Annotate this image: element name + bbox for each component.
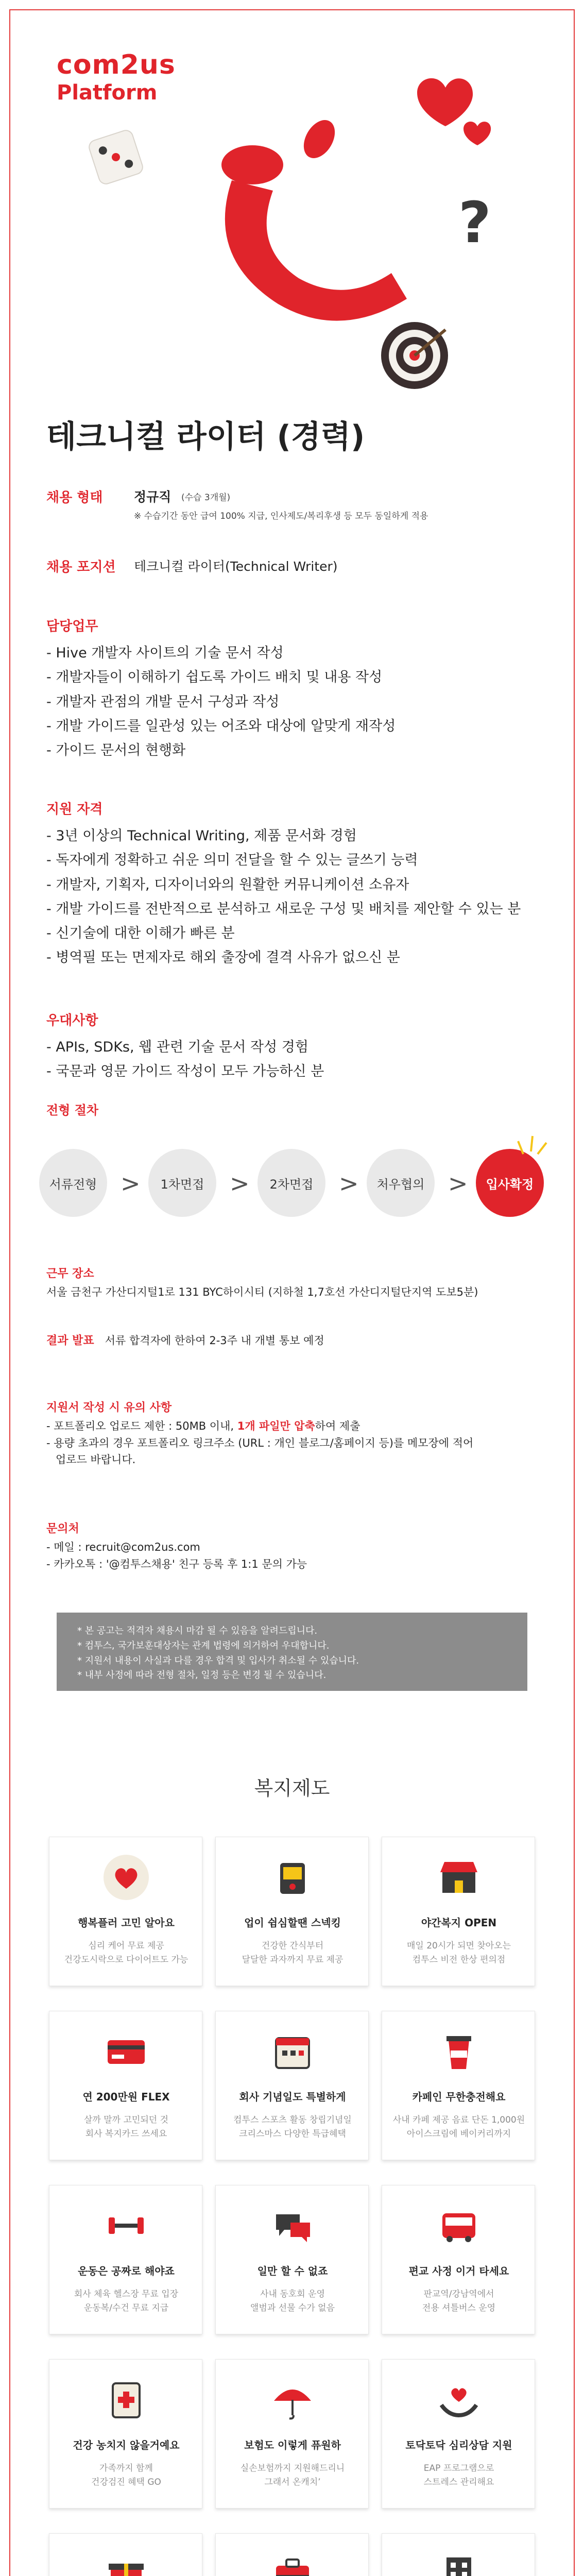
benefit-card (49, 2185, 202, 2334)
hands-heart-icon (433, 2374, 485, 2426)
job-title: 테크니컬 라이터 (경력) (46, 419, 365, 455)
chevron-right-icon: > (448, 1170, 468, 1197)
benefit-description: 판교역/강남역에서 전용 셔틀버스 운영 (422, 2289, 496, 2314)
umbrella-icon (267, 2374, 318, 2426)
process-step-final: 입사확정 (476, 1149, 544, 1217)
coffee-icon (433, 2026, 485, 2077)
benefit-description: 컴투스 스포츠 활동 창립기념일 크리스마스 다양한 특급혜택 (233, 2115, 352, 2140)
process-step: 1차면접 (148, 1149, 216, 1217)
benefit-description: EAP 프로그램으로 스트레스 관리해요 (423, 2463, 494, 2488)
benefit-card (215, 2011, 369, 2160)
welfare-heading: 복지제도 (254, 1777, 330, 1800)
notes-section (46, 1399, 541, 1468)
target-icon (381, 322, 448, 389)
benefit-card (382, 1837, 535, 1986)
list-item: - 신기술에 대한 이해가 빠른 분 (46, 921, 541, 945)
employment-type-sub: ※ 수습기간 동안 급여 100% 지급, 인사제도/복리후생 등 모두 동일하게 적용 (134, 511, 428, 521)
benefit-card (215, 2533, 369, 2576)
list-item: - 개발자, 기획자, 디자이너와의 원활한 커뮤니케이션 소유자 (46, 873, 541, 897)
list-item: - 독자에게 정확하고 쉬운 의미 전달을 할 수 있는 글쓰기 능력 (46, 848, 541, 872)
benefit-card (382, 2533, 535, 2576)
notice-line: * 본 공고는 적격자 채용시 마감 될 수 있음을 알려드립니다. (77, 1625, 318, 1636)
list-item: - 개발 가이드를 일관성 있는 어조와 대상에 알맞게 재작성 (46, 714, 541, 738)
notes-label: 지원서 작성 시 유의 사항 (46, 1401, 172, 1414)
process-step: 서류전형 (39, 1149, 107, 1217)
benefit-card (382, 2359, 535, 2509)
heart-badge-icon (100, 1852, 152, 1903)
location-label: 근무 장소 (46, 1267, 94, 1280)
list-item: - 개발자들이 이해하기 쉽도록 가이드 배치 및 내용 작성 (46, 665, 541, 689)
inquiry-section (46, 1520, 541, 1572)
benefit-title: 행복플러 고민 알아요 (78, 1917, 175, 1929)
benefit-title: 운동은 공짜로 해야죠 (78, 2265, 175, 2277)
heart-icon (417, 78, 473, 126)
benefit-card (215, 1837, 369, 1986)
duties-label: 담당업무 (46, 619, 98, 634)
chevron-right-icon: > (339, 1170, 359, 1197)
benefit-card (49, 1837, 202, 1986)
benefit-title: 편교 사정 이거 타세요 (408, 2265, 509, 2277)
result-label: 결과 발표 (46, 1334, 94, 1347)
benefit-card (382, 2185, 535, 2334)
location-value: 서울 금천구 가산디지털1로 131 BYC하이시티 (지하철 1,7호선 가산디지털단지역 도보5분) (46, 1286, 478, 1298)
result-section (46, 1332, 541, 1348)
small-heart-icon (463, 122, 491, 145)
logo-wordmark: com2us (57, 49, 176, 80)
chevron-right-icon: > (230, 1170, 250, 1197)
store-icon (433, 1852, 485, 1903)
position-value: 테크니컬 라이터(Technical Writer) (134, 559, 338, 574)
benefit-title: 회사 기념일도 특별하게 (239, 2091, 346, 2103)
inquiry-email[interactable]: - 메일 : recruit@com2us.com (46, 1541, 200, 1553)
preferred-section (46, 1010, 541, 1084)
hero-banner (10, 10, 574, 402)
red-blob-icon (221, 145, 283, 184)
logo-subtitle: Platform (57, 81, 158, 105)
benefit-card (49, 2359, 202, 2509)
calendar-icon (267, 2026, 318, 2077)
list-item: - 병역필 또는 면제자로 해외 출장에 결격 사유가 없으신 분 (46, 945, 541, 970)
process-steps (39, 1133, 554, 1236)
list-item: - 국문과 영문 가이드 작성이 모두 가능하신 분 (46, 1059, 541, 1083)
benefit-title: 카페인 무한충전해요 (412, 2091, 506, 2103)
red-drop-icon (297, 114, 341, 163)
benefit-title: 업이 쉼심할땐 스넥킹 (244, 1917, 341, 1929)
notice-line: * 지원서 내용이 사실과 다를 경우 합격 및 입사가 취소될 수 있습니다. (77, 1655, 359, 1666)
sparkle-icon (513, 1133, 554, 1164)
benefit-description: 사내 동호회 운영 앨범과 선물 수가 없음 (250, 2289, 335, 2314)
qualifications-label: 지원 자격 (46, 802, 103, 817)
benefit-title: 토닥토닥 심리상담 지원 (405, 2439, 512, 2451)
employment-type (46, 487, 541, 521)
benefit-description: 가족까지 함께 건강검진 혜택 GO (91, 2463, 161, 2488)
notes-line-1-suffix: 하여 제출 (315, 1420, 360, 1432)
position (46, 556, 541, 575)
process-step: 2차면접 (257, 1149, 325, 1217)
notes-line-2: - 용량 초과의 경우 포트폴리오 링크주소 (URL : 개인 블로그/홈페이지 등)를 메모장에 적어 (46, 1436, 474, 1449)
benefit-card (215, 2359, 369, 2509)
preferred-list (46, 1035, 541, 1084)
qualifications-list (46, 824, 541, 970)
benefit-title: 연 200만원 FLEX (82, 2091, 170, 2103)
position-label: 채용 포지션 (46, 560, 116, 575)
preferred-label: 우대사항 (46, 1013, 98, 1028)
benefit-card (49, 2011, 202, 2160)
notice-line: * 컴투스, 국가보훈대상자는 관계 법령에 의거하여 우대합니다. (77, 1640, 330, 1651)
dice-icon (88, 129, 145, 186)
list-item: - 가이드 문서의 현행화 (46, 738, 541, 762)
benefit-description: 심리 케어 무료 제공 건강도시락으로 다이어트도 가능 (64, 1941, 188, 1965)
chat-icon (267, 2200, 318, 2251)
bus-icon (433, 2200, 485, 2251)
snack-icon (267, 1852, 318, 1903)
notes-line-1-strong: 1개 파일만 압축 (237, 1420, 315, 1432)
question-mark-icon: ? (458, 190, 491, 256)
list-item: - Hive 개발자 사이트의 기술 문서 작성 (46, 641, 541, 665)
building-icon (433, 2548, 485, 2576)
benefit-description: 살까 말까 고민되던 것 회사 복지카드 쓰세요 (83, 2115, 168, 2140)
duties-section (46, 616, 541, 762)
list-item: - 개발 가이드를 전반적으로 분석하고 새로운 구성 및 배치를 제안할 수 있는 분 (46, 897, 541, 921)
notes-line-1-prefix: - 포트폴리오 업로드 제한 : 50MB 이내, (46, 1420, 237, 1432)
list-item: - 3년 이상의 Technical Writing, 제품 문서화 경험 (46, 824, 541, 848)
benefit-description: 회사 체육 헬스장 무료 입장 운동복/수건 무료 지급 (74, 2289, 179, 2314)
location-section (46, 1265, 541, 1299)
notice-line: * 내부 사정에 따라 전형 절차, 일정 등은 변경 될 수 있습니다. (77, 1670, 327, 1681)
gift-icon (100, 2548, 152, 2576)
hero-illustration (10, 10, 574, 402)
process-step: 처우협의 (367, 1149, 435, 1217)
dumbbell-icon (100, 2200, 152, 2251)
benefit-title: 보험도 이렇게 퓨원하 (244, 2439, 341, 2451)
benefit-card (49, 2533, 202, 2576)
chevron-right-icon: > (121, 1170, 141, 1197)
benefit-card (215, 2185, 369, 2334)
result-value: 서류 합격자에 한하여 2-3주 내 개별 통보 예정 (105, 1334, 324, 1347)
qualifications-section (46, 799, 541, 970)
list-item: - 개발자 관점의 개발 문서 구성과 작성 (46, 690, 541, 714)
benefit-description: 실손보험까지 지원해드리니 그래서 온캐치’ (240, 2463, 345, 2488)
benefit-title: 야간복지 OPEN (421, 1917, 497, 1929)
employment-type-value: 정규직 (134, 489, 171, 504)
c-shape-icon (225, 180, 407, 321)
benefit-title: 일만 할 수 없죠 (257, 2265, 328, 2277)
health-icon (100, 2374, 152, 2426)
employment-type-note: (수습 3개월) (181, 493, 231, 503)
card-icon (100, 2026, 152, 2077)
list-item: - APIs, SDKs, 웹 관련 기술 문서 작성 경험 (46, 1035, 541, 1059)
inquiry-kakao: - 카카오톡 : '@컴투스채용' 친구 등록 후 1:1 문의 가능 (46, 1557, 307, 1570)
duties-list (46, 641, 541, 762)
process-label: 전형 절차 (46, 1103, 99, 1117)
benefit-card (382, 2011, 535, 2160)
notes-line-3: 업로드 바랍니다. (56, 1453, 136, 1466)
inquiry-label: 문의처 (46, 1522, 79, 1535)
notice-box (57, 1613, 527, 1691)
suitcase-icon (267, 2548, 318, 2576)
benefit-description: 매일 20시가 되면 찾아오는 컴투스 비전 한상 편의점 (406, 1941, 511, 1965)
notes-line-1 (46, 1418, 541, 1435)
benefit-description: 사내 카페 제공 음료 단돈 1,000원 아이스크림에 베이커리까지 (392, 2115, 525, 2140)
benefit-description: 건강한 간식부터 달달한 과자까지 무료 제공 (242, 1941, 343, 1965)
process-label-wrap (46, 1100, 541, 1118)
benefit-title: 건강 농치지 않을거예요 (73, 2439, 180, 2451)
employment-type-label: 채용 형태 (46, 490, 103, 505)
